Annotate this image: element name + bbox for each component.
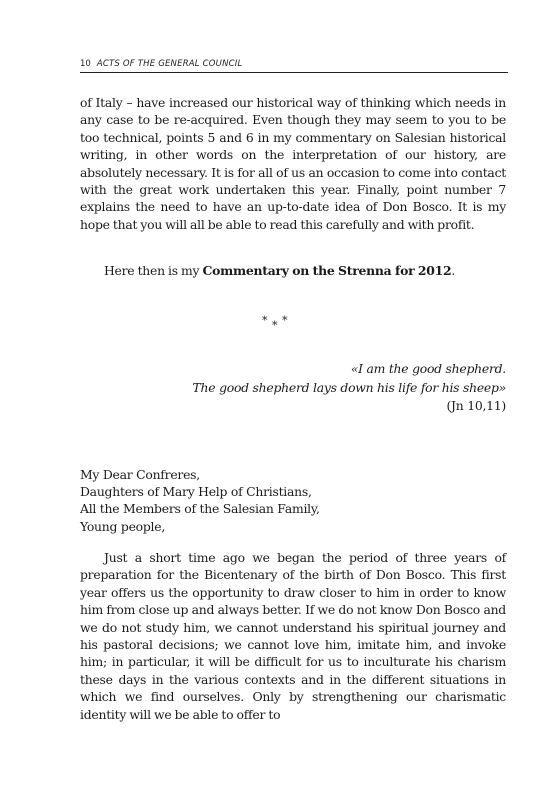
section-separator xyxy=(262,314,302,338)
salutation-line: Daughters of Mary Help of Christians, xyxy=(80,484,312,500)
separator-asterisk: * xyxy=(262,314,268,327)
epigraph-quote xyxy=(80,360,506,416)
paragraph-commentary-intro xyxy=(80,262,506,279)
separator-asterisk: * xyxy=(272,319,278,332)
paragraph-continuation: of Italy – have increased our historical way of thinking which needs in any case to be re-acquired. Even though they may seem to you to be too technical, points 5 and 6 in my commentary on Salesian historical writing, in other words on the interpretation of our history, are absolutely necessary. It is for all of us an occasion to come into contact with the great work undertaken this year. Finally, point number 7 explains the need to have an up-to-date idea of Don Bosco. It is my hope that you will all be able to read this carefully and with profit. xyxy=(80,95,506,232)
salutation-line: All the Members of the Salesian Family, xyxy=(80,501,320,517)
salutation-line: My Dear Confreres, xyxy=(80,467,200,482)
paragraph-letter-body: Just a short time ago we began the period of three years of preparation for the Bicentenary of the birth of Don Bosco. This first year offers us the opportunity to draw closer to him in order to know him from close up and always better. If we do not know Don Bosco and we do not study him, we cannot understand his spiritual journey and his pastoral decisions; we cannot love him, imitate him, and invoke him; in particular, it will be difficult for us to inculturate his charism these days in the various contexts and in the different situations in which we find ourselves. Only by strengthening our charismatic identity will we be able to offer to xyxy=(80,550,506,722)
commentary-intro-text: Here then is my xyxy=(104,263,203,278)
letter-salutation xyxy=(80,466,506,535)
commentary-title: Commentary on the Strenna for 2012 xyxy=(202,263,452,278)
salutation-line: Young people, xyxy=(80,518,166,534)
quote-line: «I am the good shepherd. xyxy=(350,361,506,376)
quote-reference: (Jn 10,11) xyxy=(446,398,506,414)
separator-asterisk: * xyxy=(282,314,288,327)
section-title: ACTS OF THE GENERAL COUNCIL xyxy=(96,59,243,69)
running-header xyxy=(80,58,508,73)
quote-line: The good shepherd lays down his life for his sheep» xyxy=(192,379,506,395)
page-number: 10 xyxy=(80,59,91,69)
commentary-intro-end: . xyxy=(451,263,456,278)
